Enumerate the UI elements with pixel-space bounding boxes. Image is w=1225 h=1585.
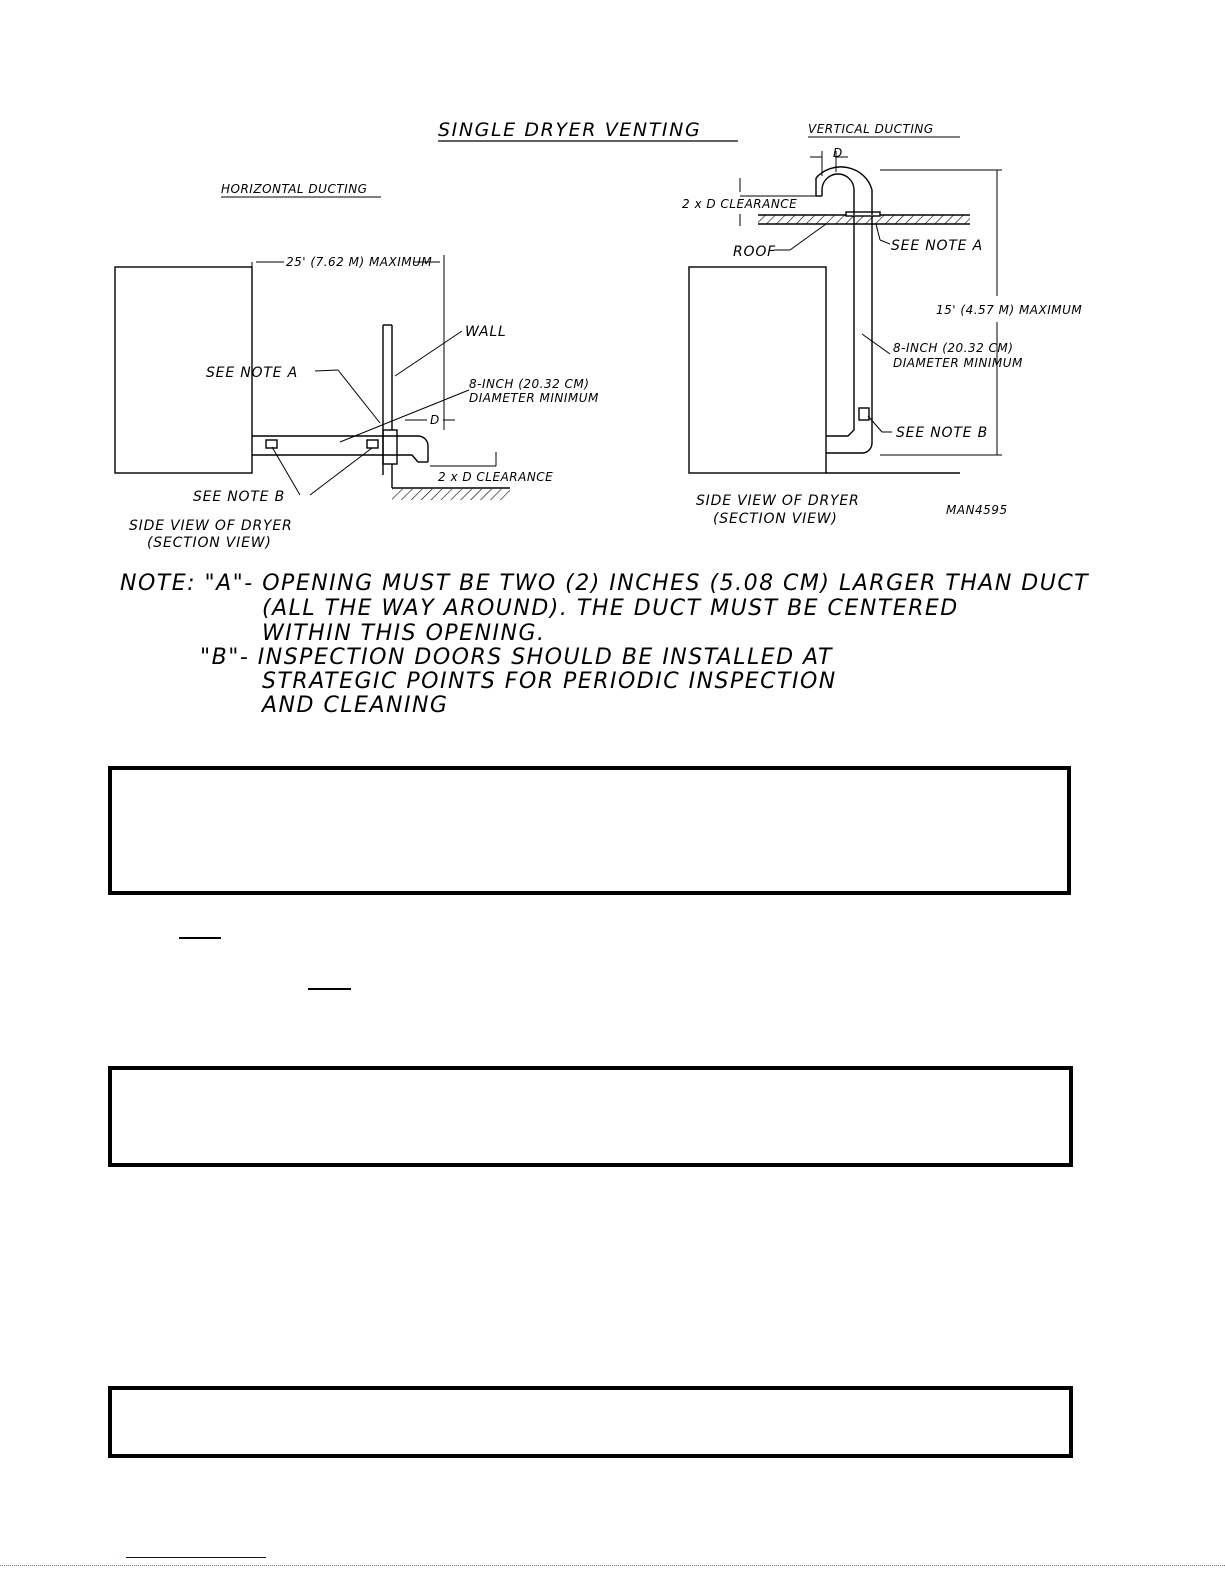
vertical-clearance: 2 x D CLEARANCE — [682, 197, 798, 211]
underline-mark-1 — [179, 937, 221, 939]
note-line-3: WITHIN THIS OPENING. — [262, 621, 546, 646]
empty-callout-box-3 — [108, 1386, 1073, 1458]
vertical-max-length: 15' (4.57 M) MAXIMUM — [936, 303, 1083, 317]
roof-label: ROOF — [733, 244, 777, 260]
horizontal-clearance: 2 x D CLEARANCE — [438, 470, 554, 484]
horizontal-see-note-b: SEE NOTE B — [193, 489, 285, 505]
footer-link-line — [126, 1557, 266, 1558]
horizontal-caption-line1: SIDE VIEW OF DRYER — [129, 518, 293, 534]
vertical-ducting-heading: VERTICAL DUCTING — [808, 122, 934, 136]
page-edge-dotted-line — [0, 1565, 1225, 1566]
horizontal-max-length: 25' (7.62 M) MAXIMUM — [286, 255, 433, 269]
horizontal-ducting-view — [115, 182, 510, 500]
notes-block — [120, 571, 1089, 718]
vertical-see-note-a: SEE NOTE A — [891, 238, 983, 254]
vertical-diameter-line2: DIAMETER MINIMUM — [893, 356, 1023, 370]
diagram-title: SINGLE DRYER VENTING — [438, 119, 702, 141]
vertical-caption-line1: SIDE VIEW OF DRYER — [696, 493, 860, 509]
vertical-dryer-body — [689, 267, 826, 473]
note-line-2: (ALL THE WAY AROUND). THE DUCT MUST BE CENTERED — [262, 596, 959, 621]
empty-callout-box-2 — [108, 1066, 1073, 1167]
note-line-4: "B"- INSPECTION DOORS SHOULD BE INSTALLED AT — [200, 645, 833, 670]
drawing-ref-code: MAN4595 — [946, 503, 1008, 517]
note-line-5: STRATEGIC POINTS FOR PERIODIC INSPECTION — [262, 669, 837, 694]
empty-callout-box-1 — [108, 766, 1071, 895]
horizontal-diameter-line1: 8-INCH (20.32 CM) — [469, 377, 590, 391]
vertical-diameter-line1: 8-INCH (20.32 CM) — [893, 341, 1014, 355]
vertical-ducting-view — [689, 122, 1002, 473]
vertical-see-note-b: SEE NOTE B — [896, 425, 988, 441]
vertical-inspection-door — [859, 408, 869, 420]
note-line-1: NOTE: "A"- OPENING MUST BE TWO (2) INCHES (5.08 CM) LARGER THAN DUCT — [120, 571, 1090, 596]
wall-label: WALL — [465, 324, 507, 340]
inspection-door-2 — [367, 440, 378, 448]
horizontal-diameter-line2: DIAMETER MINIMUM — [469, 391, 599, 405]
venting-diagram — [0, 0, 1225, 740]
vertical-caption-line2: (SECTION VIEW) — [713, 511, 838, 527]
horizontal-caption-line2: (SECTION VIEW) — [147, 535, 272, 551]
horizontal-d-mark: D — [430, 413, 440, 427]
horizontal-see-note-a: SEE NOTE A — [206, 365, 298, 381]
inspection-door-1 — [266, 440, 277, 448]
underline-mark-2 — [308, 988, 351, 990]
note-line-6: AND CLEANING — [262, 693, 449, 718]
vertical-d-mark: D — [833, 146, 843, 160]
horizontal-ducting-heading: HORIZONTAL DUCTING — [221, 182, 368, 196]
